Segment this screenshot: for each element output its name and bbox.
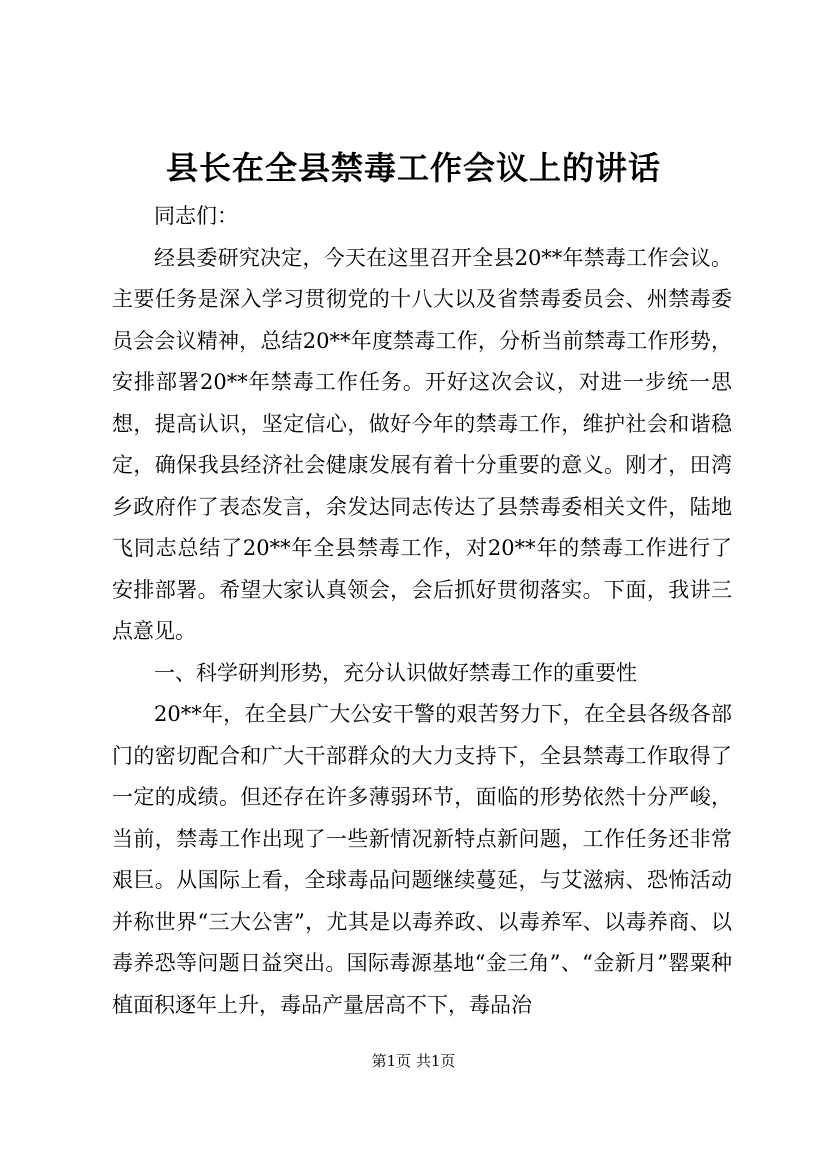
document-title: 县长在全县禁毒工作会议上的讲话 (165, 149, 661, 187)
page-footer: 第1页 共1页 (371, 1052, 456, 1070)
salutation: 同志们： (154, 204, 238, 228)
document-body (112, 196, 732, 1026)
paragraph-situation: 20**年，在全县广大公安干警的艰苦努力下，在全县各级各部门的密切配合和广大干部群众的大力支持下，全县禁毒工作取得了一定的成绩。但还存在许多薄弱环节，面临的形势依然十分严峻，当前，禁毒工作出现了一些新情况新特点新问题，工作任务还非常艰巨。从国际上看，全球毒品问题继续蔓延，与艾滋病、恐怖活动并称世界“三大公害”，尤其是以毒养政、以毒养军、以毒养商、以毒养恐等问题日益突出。国际毒源基地“金三角”、“金新月”罂粟种植面积逐年上升，毒品产量居高不下，毒品治 (112, 702, 732, 1017)
section-heading: 一、科学研判形势，充分认识做好禁毒工作的重要性 (154, 660, 637, 685)
paragraph-intro: 经县委研究决定，今天在这里召开全县20**年禁毒工作会议。主要任务是深入学习贯彻党的十八大以及省禁毒委员会、州禁毒委员会会议精神，总结20**年度禁毒工作，分析当前禁毒工作形势，安排部署20**年禁毒工作任务。开好这次会议，对进一步统一思想，提高认识，坚定信心，做好今年的禁毒工作，维护社会和谐稳定，确保我县经济社会健康发展有着十分重要的意义。刚才，田湾乡政府作了表态发言，余发达同志传达了县禁毒委相关文件，陆地飞同志总结了20**年全县禁毒工作，对20**年的禁毒工作进行了安排部署。希望大家认真领会，会后抓好贯彻落实。下面，我讲三点意见。 (112, 245, 732, 643)
